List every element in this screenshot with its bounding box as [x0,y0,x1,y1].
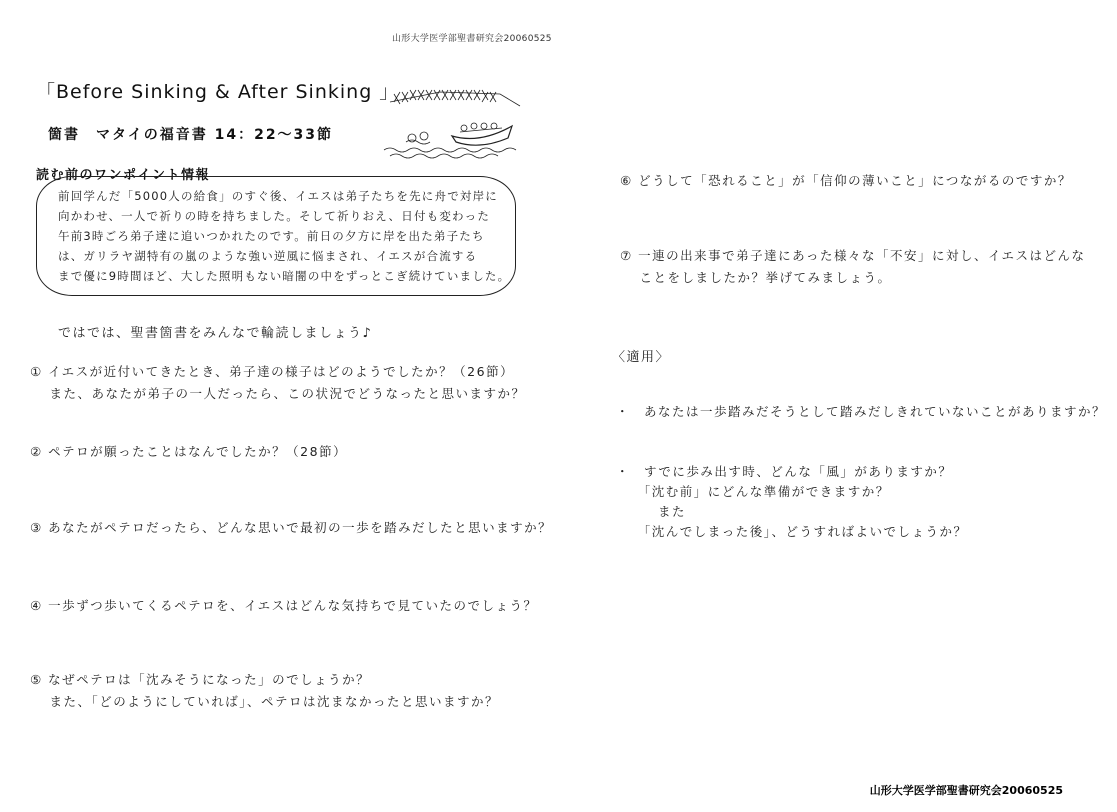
reading-intro: ではでは、聖書箇書をみんなで輪読しましょう♪ [58,326,373,341]
application-heading: 〈適用〉 [612,350,671,365]
application-bullet-2-line: 「沈んでしまった後」、どうすればよいでしょうか？ [616,524,968,539]
question-5: ⑤ なぜペテロは「沈みそうになった」のでしょうか？ [30,672,371,687]
page-title: 「Before Sinking & After Sinking 」 [36,81,400,103]
info-heading: 読む前のワンポイント情報 [36,168,211,183]
question-1: ① イエスが近付いてきたとき、弟子達の様子はどのようでしたか？（26節） [30,364,515,379]
scripture-reference: 箇書 マタイの福音書 14：22～33節 [48,127,334,143]
question-7: ⑦ 一連の出来事で弟子達にあった様々な「不安」に対し、イエスはどんな [620,248,1086,263]
question-4: ④ 一歩ずつ歩いてくるペテロを、イエスはどんな気持ちで見ていたのでしょう？ [30,598,538,613]
application-bullet-2-line: また [616,504,687,519]
info-line: 午前3時ごろ弟子達に追いつかれたのです。前日の夕方に岸を出た弟子たち [58,229,485,243]
header-caption: 山形大学医学部聖書研究会20060525 [392,34,552,44]
application-bullet-2-line: ・ すでに歩み出す時、どんな「風」がありますか？ [616,464,953,479]
info-line: まで優に9時間ほど、大した照明もない暗闇の中をずっとこぎ続けていました。 [58,269,511,283]
question-2: ② ペテロが願ったことはなんでしたか？（28節） [30,444,348,459]
question-6: ⑥ どうして「恐れること」が「信仰の薄いこと」につながるのですか？ [620,173,1072,188]
info-line: 前回学んだ「5000人の給食」のすぐ後、イエスは弟子たちを先に舟で対岸に [58,189,499,203]
question-3: ③ あなたがペテロだったら、どんな思いで最初の一歩を踏みだしたと思いますか？ [30,520,553,535]
info-line: は、ガリラヤ湖特有の嵐のような強い逆風に悩まされ、イエスが合流する [58,249,478,263]
question-7-followup: ことをしましたか？挙げてみましょう。 [620,270,892,285]
boat-sketch-illustration [380,84,530,162]
question-5-followup: また、「どのようにしていれば」、ペテロは沈まなかったと思いますか？ [30,694,499,709]
footer-caption: 山形大学医学部聖書研究会20060525 [869,784,1063,797]
application-bullet-2-line: 「沈む前」にどんな準備ができますか？ [616,484,890,499]
question-1-followup: また、あなたが弟子の一人だったら、この状況でどうなったと思いますか？ [30,386,526,401]
application-bullet-1: ・ あなたは一歩踏みだそうとして踏みだしきれていないことがありますか？ [616,404,1107,419]
info-line: 向かわせ、一人で祈りの時を持ちました。そして祈りおえ、日付も変わった [58,209,491,223]
